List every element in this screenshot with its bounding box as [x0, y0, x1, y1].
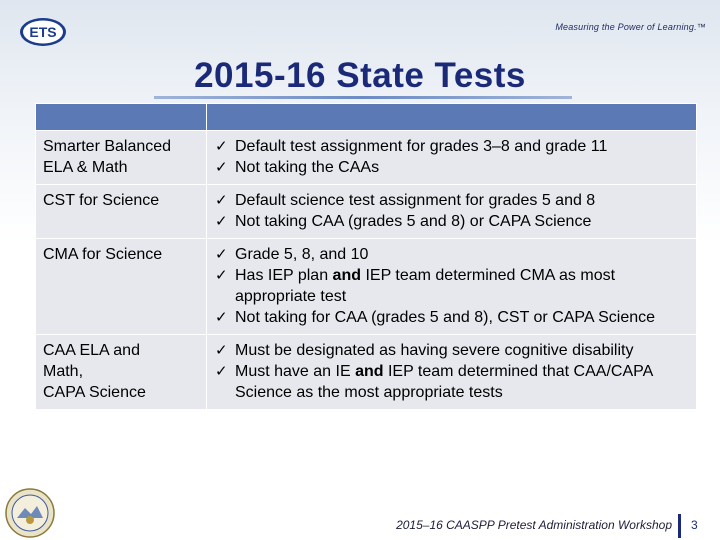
checkmark-icon: ✓	[215, 246, 228, 263]
title-underline	[154, 96, 572, 99]
criteria-text: Must be designated as having severe cognitive disability	[235, 342, 634, 359]
criteria-item	[215, 307, 690, 328]
criteria-item	[215, 157, 690, 178]
test-name-line: ELA & Math	[43, 159, 128, 176]
criteria-item	[215, 211, 690, 232]
checkmark-icon: ✓	[215, 342, 228, 359]
test-name-line: CAA ELA and	[43, 342, 140, 359]
criteria-list	[215, 136, 690, 178]
criteria-emphasis: and	[332, 267, 361, 284]
test-name-line: CMA for Science	[43, 246, 163, 263]
california-seal-icon	[5, 488, 55, 538]
criteria-text: Must have an IE	[235, 363, 356, 380]
criteria-text: IEP team determined that CAA/CAPA Science as the most appropriate tests	[235, 363, 653, 401]
criteria-list	[215, 340, 690, 403]
page-number: 3	[691, 518, 698, 532]
criteria-text: Not taking CAA (grades 5 and 8) or CAPA Science	[235, 213, 592, 230]
criteria-cell	[207, 185, 697, 239]
table-row	[36, 239, 697, 335]
logo-text: ETS	[29, 24, 57, 40]
test-name-cell	[36, 239, 207, 335]
checkmark-icon: ✓	[215, 192, 228, 209]
test-name-line: CAPA Science	[43, 384, 146, 401]
tagline: Measuring the Power of Learning.™	[555, 22, 706, 32]
criteria-text: Default science test assignment for grades 5 and 8	[235, 192, 596, 209]
criteria-cell	[207, 239, 697, 335]
criteria-item	[215, 244, 690, 265]
footer-workshop-title: 2015–16 CAASPP Pretest Administration Workshop	[396, 518, 672, 532]
test-name-line: Smarter Balanced	[43, 138, 172, 155]
criteria-list	[215, 244, 690, 328]
checkmark-icon: ✓	[215, 267, 228, 284]
criteria-emphasis: and	[355, 363, 384, 380]
test-name-line: Math,	[43, 363, 84, 380]
criteria-item	[215, 265, 690, 307]
checkmark-icon: ✓	[215, 213, 228, 230]
checkmark-icon: ✓	[215, 363, 228, 380]
test-name-cell	[36, 131, 207, 185]
table-row	[36, 335, 697, 410]
criteria-item	[215, 361, 690, 403]
ets-logo-icon	[18, 16, 68, 48]
criteria-text: Not taking the CAAs	[235, 159, 380, 176]
page-title: 2015-16 State Tests	[194, 56, 526, 95]
criteria-item	[215, 190, 690, 211]
table-header-row	[36, 104, 697, 131]
state-tests-table	[35, 103, 697, 410]
criteria-list	[215, 190, 690, 232]
criteria-text: Default test assignment for grades 3–8 and grade 11	[235, 138, 608, 155]
criteria-text: Has IEP plan	[235, 267, 333, 284]
checkmark-icon: ✓	[215, 138, 228, 155]
table-header-cell	[207, 104, 697, 131]
criteria-text: Grade 5, 8, and 10	[235, 246, 369, 263]
table-row	[36, 131, 697, 185]
table-row	[36, 185, 697, 239]
footer-divider	[678, 514, 681, 538]
criteria-cell	[207, 131, 697, 185]
criteria-text: IEP team determined CMA as most appropriate test	[235, 267, 616, 305]
criteria-text: Not taking for CAA (grades 5 and 8), CST or CAPA Science	[235, 309, 656, 326]
checkmark-icon: ✓	[215, 309, 228, 326]
test-name-cell	[36, 185, 207, 239]
criteria-item	[215, 340, 690, 361]
test-name-cell	[36, 335, 207, 410]
checkmark-icon: ✓	[215, 159, 228, 176]
table-header-cell	[36, 104, 207, 131]
test-name-line: CST for Science	[43, 192, 160, 209]
criteria-cell	[207, 335, 697, 410]
criteria-item	[215, 136, 690, 157]
